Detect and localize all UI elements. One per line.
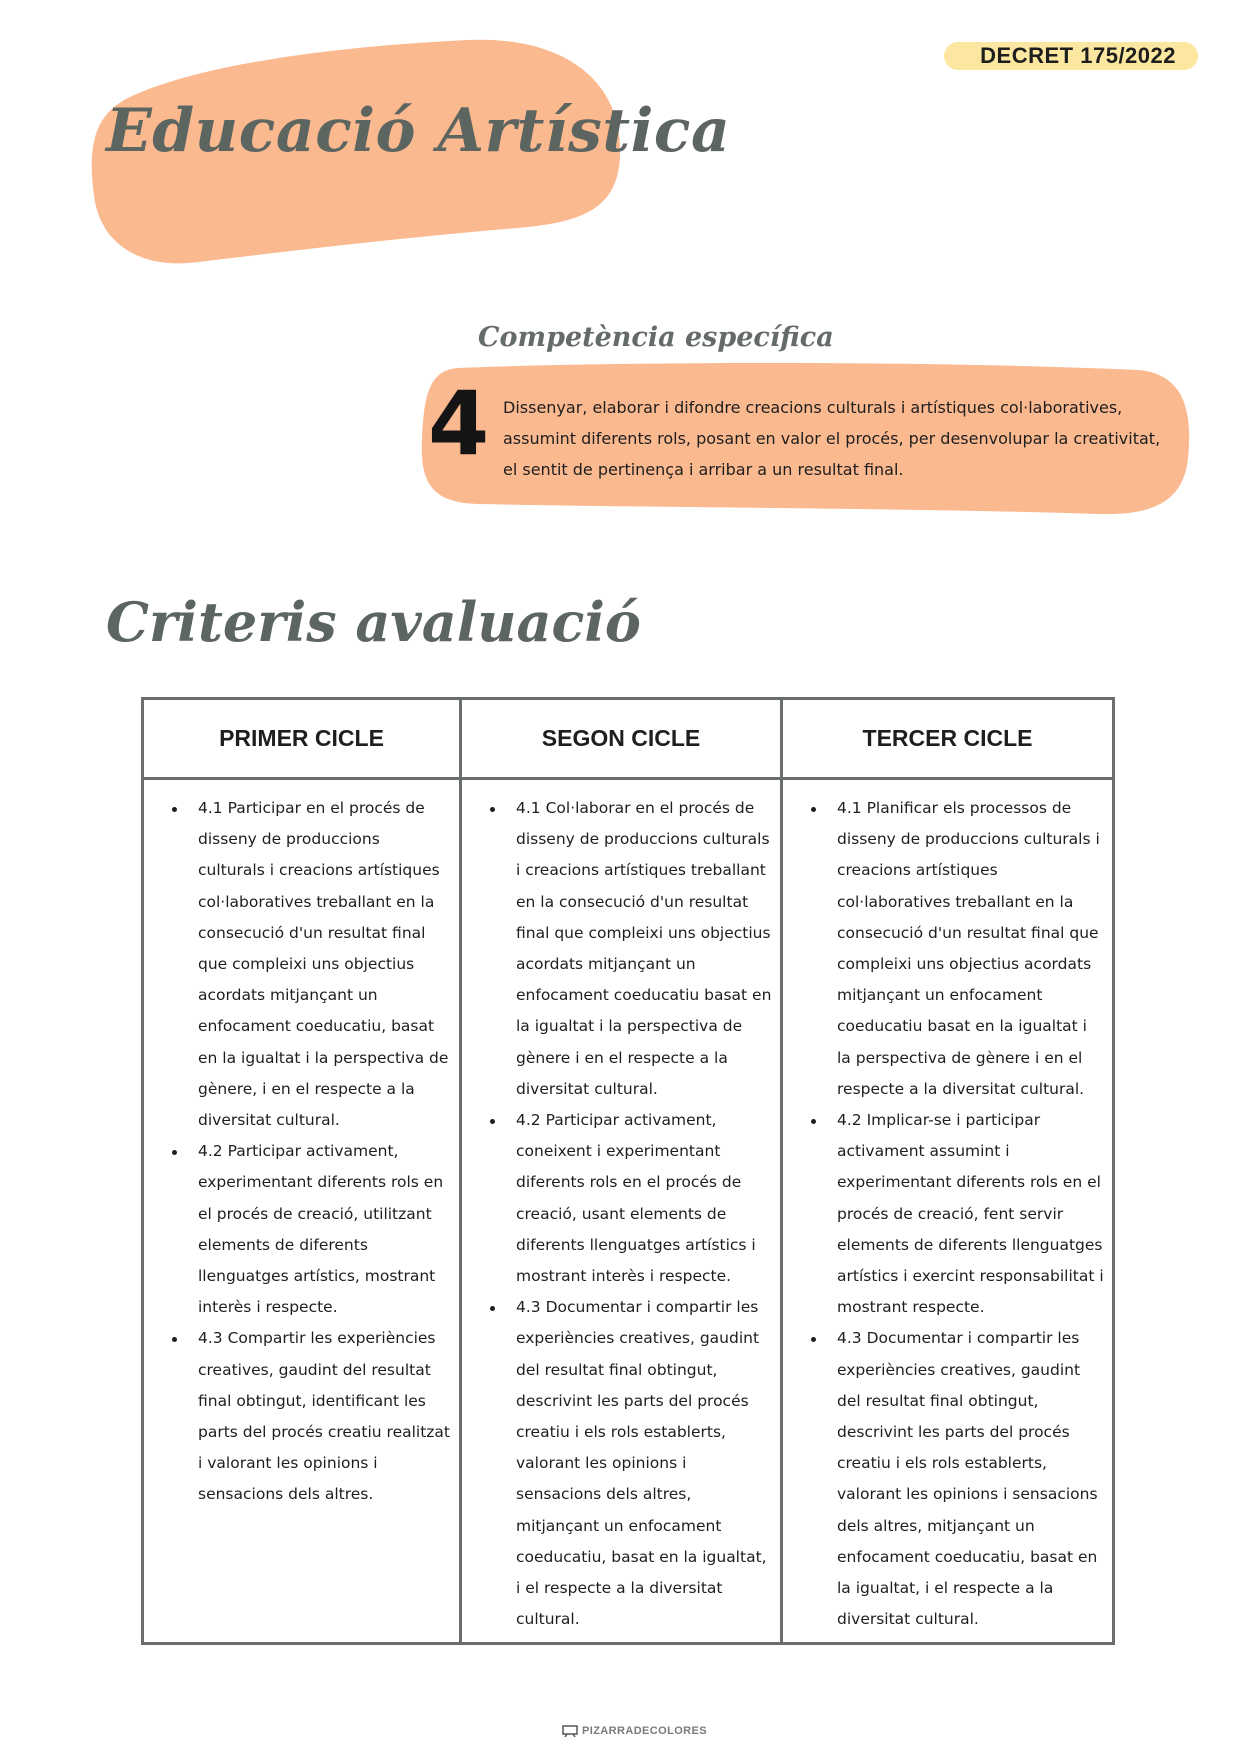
header-tercer-cicle: TERCER CICLE	[862, 725, 1033, 751]
criterion-item: 4.1 Participar en el procés de disseny de produccions culturals i creacions artístiques col·laboratives treballant en la consecució d'un resultat final que compleixi uns objectius acordats mitjançant un enfocament coeducatiu, basat en la igualtat i la perspectiva de gènere, i en el respecte a la diversitat cultural.	[170, 793, 451, 1136]
whiteboard-icon	[562, 1725, 578, 1737]
header-primer-cicle: PRIMER CICLE	[144, 700, 462, 777]
decree-badge: DECRET 175/2022	[944, 42, 1198, 70]
column-segon-cicle	[462, 780, 783, 1642]
table-header-row	[144, 700, 1112, 780]
criterion-item: 4.2 Participar activament, coneixent i experimentant diferents rols en el procés de creació, usant elements de diferents llenguatges artístics i mostrant interès i respecte.	[488, 1105, 772, 1292]
column-tercer-cicle	[783, 780, 1112, 1642]
criterion-item: 4.3 Documentar i compartir les experiències creatives, gaudint del resultat final obtingut, descrivint les parts del procés creatiu i els rols establerts, valorant les opinions i sensacions dels altres, mitjançant un enfocament coeducatiu, basat en la igualtat, i el respecte a la diversitat cultural.	[488, 1292, 772, 1635]
page-title: Educació Artística	[106, 96, 731, 166]
criteria-list	[170, 793, 451, 1511]
criteria-heading: Criteris avaluació	[106, 590, 641, 654]
column-primer-cicle	[144, 780, 462, 1642]
footer-logo	[562, 1722, 707, 1740]
competence-number: 4	[428, 372, 490, 475]
criterion-item: 4.3 Compartir les experiències creatives, gaudint del resultat final obtingut, identificant les parts del procés creatiu realitzat i valorant les opinions i sensacions dels altres.	[170, 1323, 451, 1510]
criterion-item: 4.2 Implicar-se i participar activament assumint i experimentant diferents rols en el procés de creació, fent servir elements de diferents llenguatges artístics i exercint responsabilitat i mostrant respecte.	[809, 1105, 1104, 1323]
competence-description: Dissenyar, elaborar i difondre creacions culturals i artístiques col·laboratives, assumint diferents rols, posant en valor el procés, per desenvolupar la creativitat, el sentit de pertinença i arribar a un resultat final.	[503, 398, 1161, 479]
criterion-item: 4.1 Col·laborar en el procés de disseny de produccions culturals i creacions artístiques treballant en la consecució d'un resultat final que compleixi uns objectius acordats mitjançant un enfocament coeducatiu basat en la igualtat i la perspectiva de gènere i en el respecte a la diversitat cultural.	[488, 793, 772, 1105]
header-segon-cicle: SEGON CICLE	[462, 700, 783, 777]
criterion-item: 4.2 Participar activament, experimentant diferents rols en el procés de creació, utilitzant elements de diferents llenguatges artístics, mostrant interès i respecte.	[170, 1136, 451, 1323]
criterion-item: 4.3 Documentar i compartir les experiències creatives, gaudint del resultat final obtingut, descrivint les parts del procés creatiu i els rols establerts, valorant les opinions i sensacions dels altres, mitjançant un enfocament coeducatiu, basat en la igualtat, i el respecte a la diversitat cultural.	[809, 1323, 1104, 1635]
competence-heading: Competència específica	[478, 322, 834, 353]
criteria-table	[141, 697, 1115, 1645]
criteria-list	[809, 793, 1104, 1635]
criterion-item: 4.1 Planificar els processos de disseny de produccions culturals i creacions artístiques col·laboratives treballant en la consecució d'un resultat final que compleixi uns objectius acordats mitjançant un enfocament coeducatiu basat en la igualtat i la perspectiva de gènere i en el respecte a la diversitat cultural.	[809, 793, 1104, 1105]
criteria-list	[488, 793, 772, 1635]
table-body-row	[144, 780, 1112, 1642]
footer-brand: PIZARRADECOLORES	[582, 1725, 707, 1737]
